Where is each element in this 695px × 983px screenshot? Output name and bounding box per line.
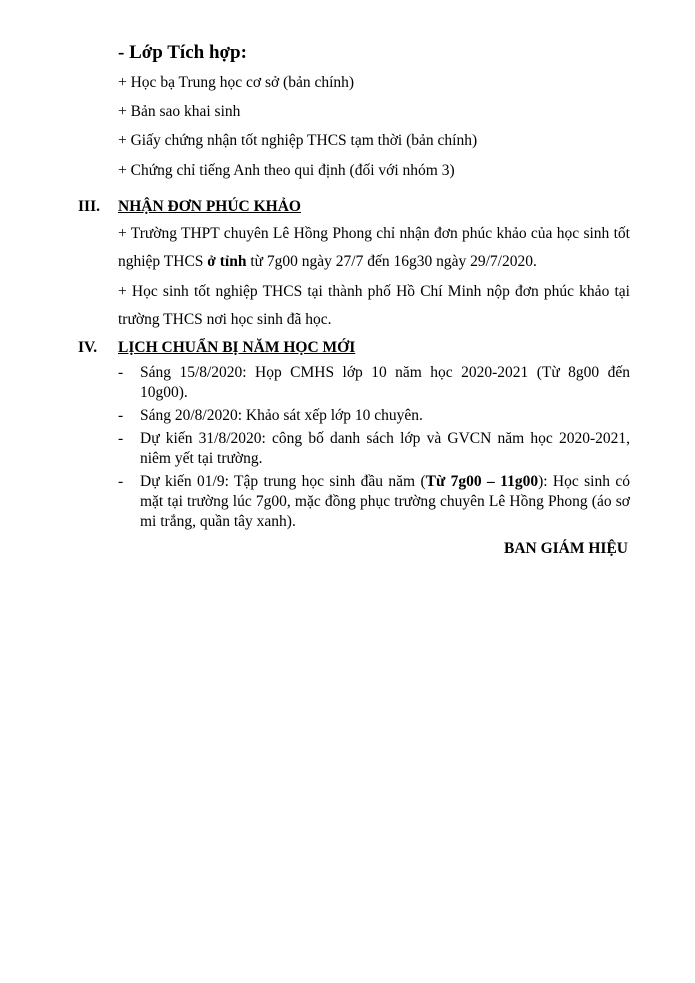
paragraph-text: từ 7g00 ngày 27/7 đến 16g30 ngày 29/7/2020. xyxy=(246,253,537,270)
list-item xyxy=(118,406,630,426)
list-item-text: Sáng 20/8/2020: Khảo sát xếp lớp 10 chuyên. xyxy=(140,407,423,424)
section-4-title: LỊCH CHUẨN BỊ NĂM HỌC MỚI xyxy=(118,339,356,356)
document-item: + Bản sao khai sinh xyxy=(118,103,241,120)
list-item xyxy=(118,472,630,532)
paragraph-bold-text: ở tỉnh xyxy=(207,253,247,270)
list-item-text: Dự kiến 01/9: Tập trung học sinh đầu năm ( xyxy=(140,473,426,490)
section-3-number: III. xyxy=(78,198,100,215)
list-item-text: ): Học sinh có mặt tại trường lúc 7g00, mặc đồng phục trường chuyên Lê Hồng Phong (áo sơ mi trắng, quần tây xanh). xyxy=(140,473,630,530)
section-3-paragraph-1 xyxy=(118,220,630,276)
list-item xyxy=(118,363,630,403)
integrated-class-heading: - Lớp Tích hợp: xyxy=(118,42,247,63)
document-item: + Chứng chỉ tiếng Anh theo qui định (đối với nhóm 3) xyxy=(118,162,455,179)
document-item: + Học bạ Trung học cơ sở (bản chính) xyxy=(118,74,355,91)
list-item xyxy=(118,429,630,469)
section-3-paragraph-2: + Học sinh tốt nghiệp THCS tại thành phố Hồ Chí Minh nộp đơn phúc khảo tại trường THCS nơi học sinh đã học. xyxy=(118,283,630,328)
list-item-bold-text: Từ 7g00 – 11g00 xyxy=(425,473,539,490)
list-item-text: Sáng 15/8/2020: Họp CMHS lớp 10 năm học 2020-2021 (Từ 8g00 đến 10g00). xyxy=(140,364,630,401)
signature: BAN GIÁM HIỆU xyxy=(503,540,628,557)
list-dash: - xyxy=(118,364,124,381)
list-dash: - xyxy=(118,473,124,490)
schedule-list xyxy=(118,363,630,535)
list-item-text: Dự kiến 31/8/2020: công bố danh sách lớp và GVCN năm học 2020-2021, niêm yết tại trường. xyxy=(140,430,630,467)
section-3-title: NHẬN ĐƠN PHÚC KHẢO xyxy=(118,198,301,215)
document-item: + Giấy chứng nhận tốt nghiệp THCS tạm thời (bản chính) xyxy=(118,132,478,149)
list-dash: - xyxy=(118,407,124,424)
paragraph-text: + Trường THPT chuyên Lê Hồng Phong chỉ nhận đơn phúc khảo của học sinh tốt nghiệp THCS xyxy=(118,225,630,270)
list-dash: - xyxy=(118,430,124,447)
section-4-number: IV. xyxy=(78,339,98,356)
